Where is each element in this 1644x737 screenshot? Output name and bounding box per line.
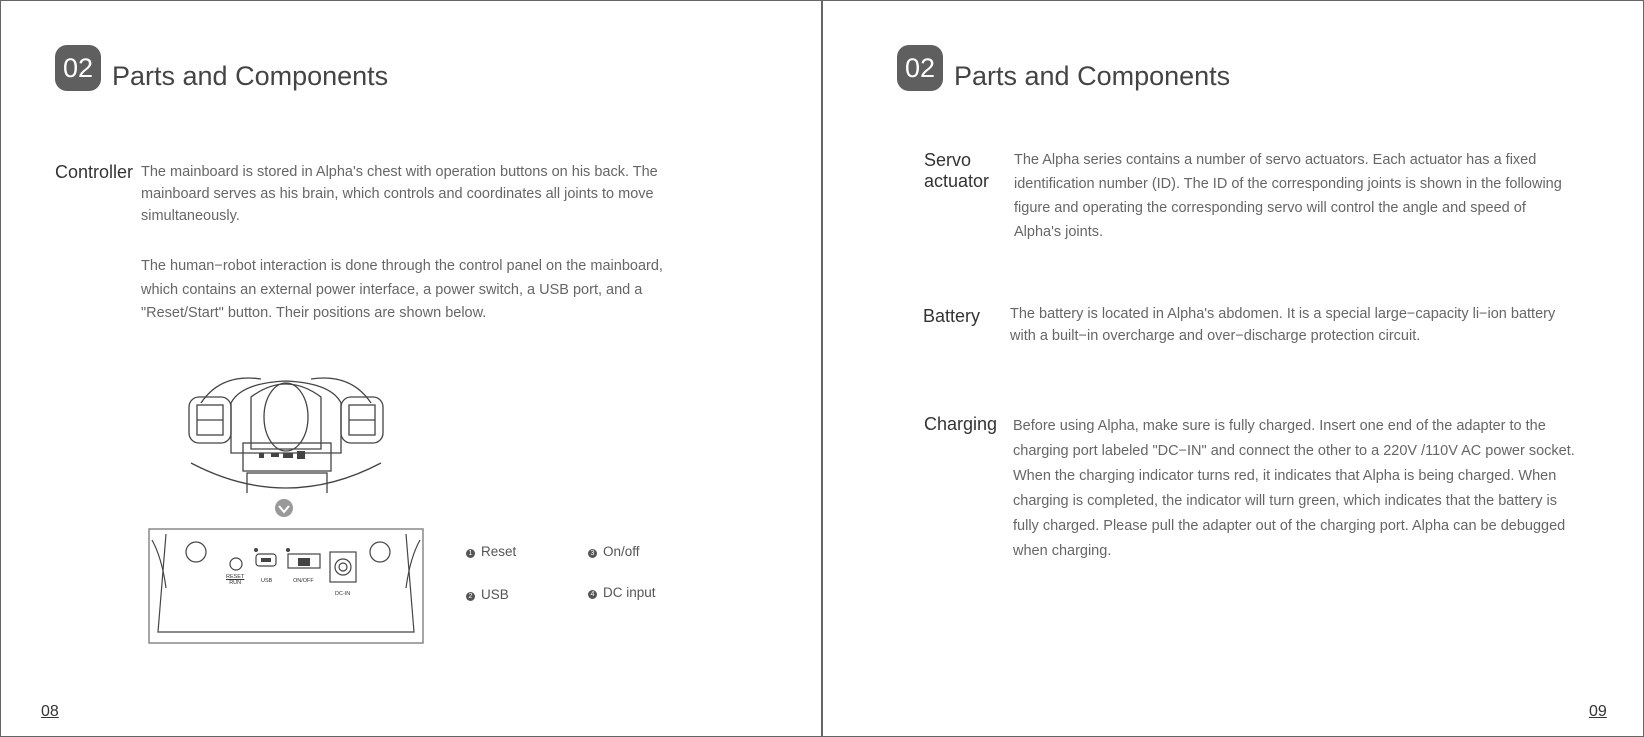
controller-paragraph-2: [141, 255, 663, 326]
charging-paragraph: [1013, 414, 1575, 564]
text-line: The Alpha series contains a number of servo actuators. Each actuator has a fixed: [1014, 152, 1537, 168]
text-line: fully charged. Please pull the adapter out of the charging port. Alpha can be debugged: [1013, 518, 1566, 534]
section-badge: 02: [55, 45, 101, 91]
text-line: The human−robot interaction is done through the control panel on the mainboard,: [141, 258, 663, 274]
controller-paragraph-1: [141, 161, 658, 227]
legend-usb: [466, 587, 509, 602]
controller-label: Controller: [55, 162, 134, 182]
legend-dc-input: [588, 585, 656, 600]
servo-actuator-label: [924, 150, 989, 192]
dcin-label: DC-IN: [335, 591, 351, 597]
battery-label: Battery: [923, 306, 981, 326]
text-line: with a built−in overcharge and over−discharge protection circuit.: [1010, 328, 1421, 344]
label-line: Servo: [924, 150, 972, 170]
onoff-switch-label: ON/OFF: [293, 578, 314, 584]
text-line: mainboard serves as his brain, which controls and coordinates all joints to move: [141, 186, 654, 202]
usb-port-label: USB: [261, 578, 273, 584]
text-line: charging port labeled "DC−IN" and connect the other to a 220V /110V AC power socket.: [1013, 443, 1575, 459]
run-text: RUN: [229, 580, 242, 586]
text-line: simultaneously.: [141, 208, 240, 224]
legend-label: Reset: [481, 544, 517, 559]
page-number: 08: [41, 703, 59, 720]
text-line: identification number (ID). The ID of the corresponding joints is shown in the following: [1014, 176, 1562, 192]
control-panel-drawing: [148, 528, 424, 644]
control-panel-illustration: [148, 528, 424, 644]
legend-number-4: 4: [588, 590, 597, 599]
legend-number-2: 2: [466, 592, 475, 601]
text-line: which contains an external power interface, a power switch, a USB port, and a: [141, 281, 643, 298]
legend-label: On/off: [603, 544, 640, 559]
robot-back-illustration: [181, 373, 391, 493]
legend-label: DC input: [603, 585, 656, 600]
legend-reset: [466, 544, 516, 559]
arrow-down-icon: [274, 498, 294, 518]
charging-label: Charging: [924, 414, 998, 434]
text-line: The mainboard is stored in Alpha's chest with operation buttons on his back. The: [141, 164, 658, 180]
legend-onoff: [588, 544, 640, 559]
reset-run-label: [226, 574, 244, 586]
text-line: The battery is located in Alpha's abdomen. It is a special large−capacity li−ion battery: [1010, 306, 1556, 322]
battery-paragraph: [1010, 303, 1555, 347]
page-title: Parts and Components: [112, 61, 389, 91]
text-line: Before using Alpha, make sure is fully charged. Insert one end of the adapter to the: [1013, 418, 1546, 434]
text-line: figure and operating the corresponding servo will control the angle and speed of: [1014, 200, 1526, 216]
text-line: Alpha's joints.: [1014, 224, 1104, 240]
servo-paragraph: [1014, 148, 1562, 244]
page-title: Parts and Components: [954, 61, 1231, 91]
page-number: 09: [1589, 703, 1607, 720]
text-line: When the charging indicator turns red, it indicates that Alpha is being charged. When: [1013, 468, 1557, 484]
legend-number-3: 3: [588, 549, 597, 558]
text-line: charging is completed, the indicator will turn green, which indicates that the battery is: [1013, 493, 1558, 509]
text-line: when charging.: [1013, 543, 1112, 559]
reset-text: RESET: [226, 574, 245, 580]
right-page: [822, 0, 1644, 737]
section-badge: 02: [897, 45, 943, 91]
text-line: "Reset/Start" button. Their positions are shown below.: [141, 305, 487, 321]
label-line: actuator: [924, 171, 990, 191]
legend-label: USB: [481, 587, 509, 602]
legend-number-1: 1: [466, 549, 475, 558]
